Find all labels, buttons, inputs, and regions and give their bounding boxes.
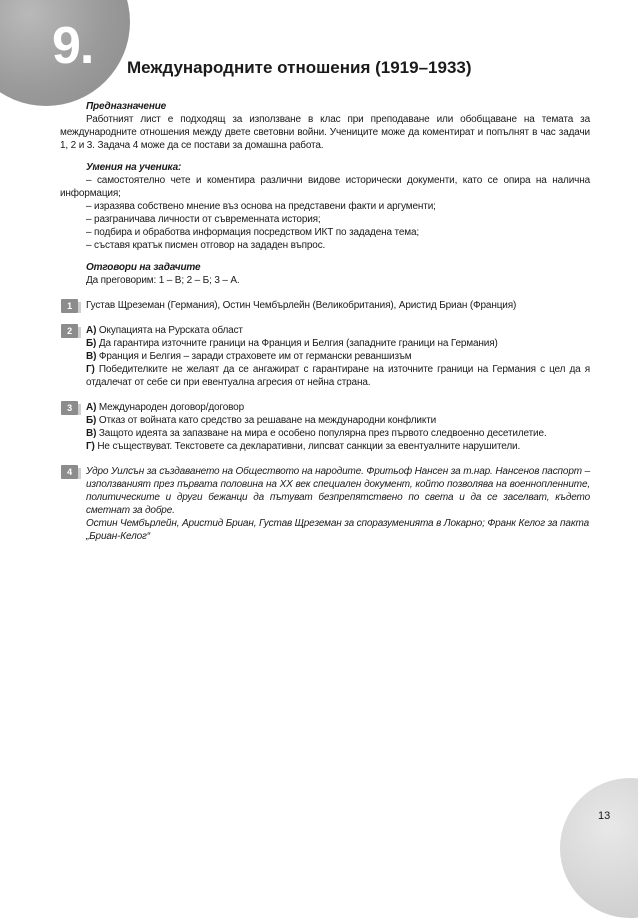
- skills-item: – съставя кратък писмен отговор на зададен въпрос.: [86, 240, 326, 251]
- purpose-text: Работният лист е подходящ за използване в клас при преподаване или обобщаване на темата за международните отношения между двете световни войни. Учениците може да коментират и попълнят в час задачи 1, 2 и 3. Задача 4 може да се постави за домашна работа.: [60, 114, 590, 151]
- chapter-number: 9.: [52, 17, 94, 75]
- page-number: 13: [598, 810, 611, 822]
- task-1-answer: Густав Щреземан (Германия), Остин Чембърлейн (Великобритания), Аристид Бриан (Франция): [86, 300, 517, 311]
- answer-text: Защото идеята за запазване на мира е особено популярна през първото следвоенно десетилетие.: [96, 428, 547, 439]
- skills-item: – изразява собствено мнение въз основа на представени факти и аргументи;: [86, 201, 436, 212]
- task-4-paragraph: Удро Уилсън за създаването на Обществото на народите. Фритьоф Нансен за т.нар. Нансенов паспорт – използваният през първата половина на ХХ век специален документ, който позволява на военнопленните, политическите и други бежанци да пътуват безпрепятствено по света и да се заселват, където сметнат за добре.: [86, 466, 590, 516]
- skills-item: – подбира и обработва информация посредством ИКТ по зададена тема;: [86, 227, 420, 238]
- answer-text: Франция и Белгия – заради страховете им от германски реваншизъм: [96, 351, 412, 362]
- task-number-badge: 4: [61, 465, 78, 479]
- task-3: [60, 401, 590, 453]
- answer-label: Г): [86, 441, 95, 452]
- task-2-line-c: [86, 350, 590, 363]
- task-4-paragraph: Остин Чембърлейн, Аристид Бриан, Густав Щреземан за споразуменията в Локарно; Франк Келог за пакта „Бриан-Келог“: [86, 518, 589, 542]
- task-2-line-b: [86, 337, 590, 350]
- task-number-badge: 2: [61, 324, 78, 338]
- answer-text: Отказ от войната като средство за решаване на международни конфликти: [96, 415, 437, 426]
- answer-label: Г): [86, 364, 95, 375]
- answer-label: Б): [86, 415, 97, 426]
- answer-label: А): [86, 325, 97, 336]
- skills-heading: Умения на ученика:: [86, 162, 182, 173]
- task-3-line-c: [86, 427, 590, 440]
- task-4: [60, 465, 590, 543]
- task-3-line-b: [86, 414, 590, 427]
- worksheet-body: [60, 100, 590, 543]
- task-2: [60, 324, 590, 389]
- answers-intro: Да преговорим: 1 – В; 2 – Б; 3 – А.: [86, 275, 240, 286]
- task-2-line-d: [86, 363, 590, 389]
- answer-text: Да гарантира източните граници на Франция и Белгия (западните граници на Германия): [96, 338, 498, 349]
- task-3-line-d: [86, 440, 590, 453]
- answer-label: В): [86, 351, 97, 362]
- answer-label: В): [86, 428, 97, 439]
- task-3-line-a: [86, 401, 590, 414]
- task-2-line-a: [86, 324, 590, 337]
- task-1: [60, 299, 590, 312]
- task-number-badge: 1: [61, 299, 78, 313]
- answer-text: Не съществуват. Текстовете са декларативни, липсват санкции за евентуалните нарушители.: [94, 441, 521, 452]
- answer-text: Международен договор/договор: [96, 402, 244, 413]
- answer-text: Окупацията на Рурската област: [96, 325, 243, 336]
- answer-label: Б): [86, 338, 97, 349]
- task-number-badge: 3: [61, 401, 78, 415]
- skills-item: – разграничава личности от съвременната история;: [86, 214, 321, 225]
- answer-label: А): [86, 402, 97, 413]
- page-number-badge-shape: [560, 778, 638, 918]
- answer-text: Победителките не желаят да се ангажират с гарантиране на източните граници на Германия с цел да я отдалечат от себе си при евентуална агресия от нейна страна.: [86, 364, 590, 388]
- answers-heading: Отговори на задачите: [86, 262, 201, 273]
- purpose-heading: Предназначение: [86, 101, 167, 112]
- skills-item: – самостоятелно чете и коментира различни видове исторически документи, като се опира на налична информация;: [60, 175, 590, 199]
- page-title: Международните отношения (1919–1933): [127, 58, 472, 77]
